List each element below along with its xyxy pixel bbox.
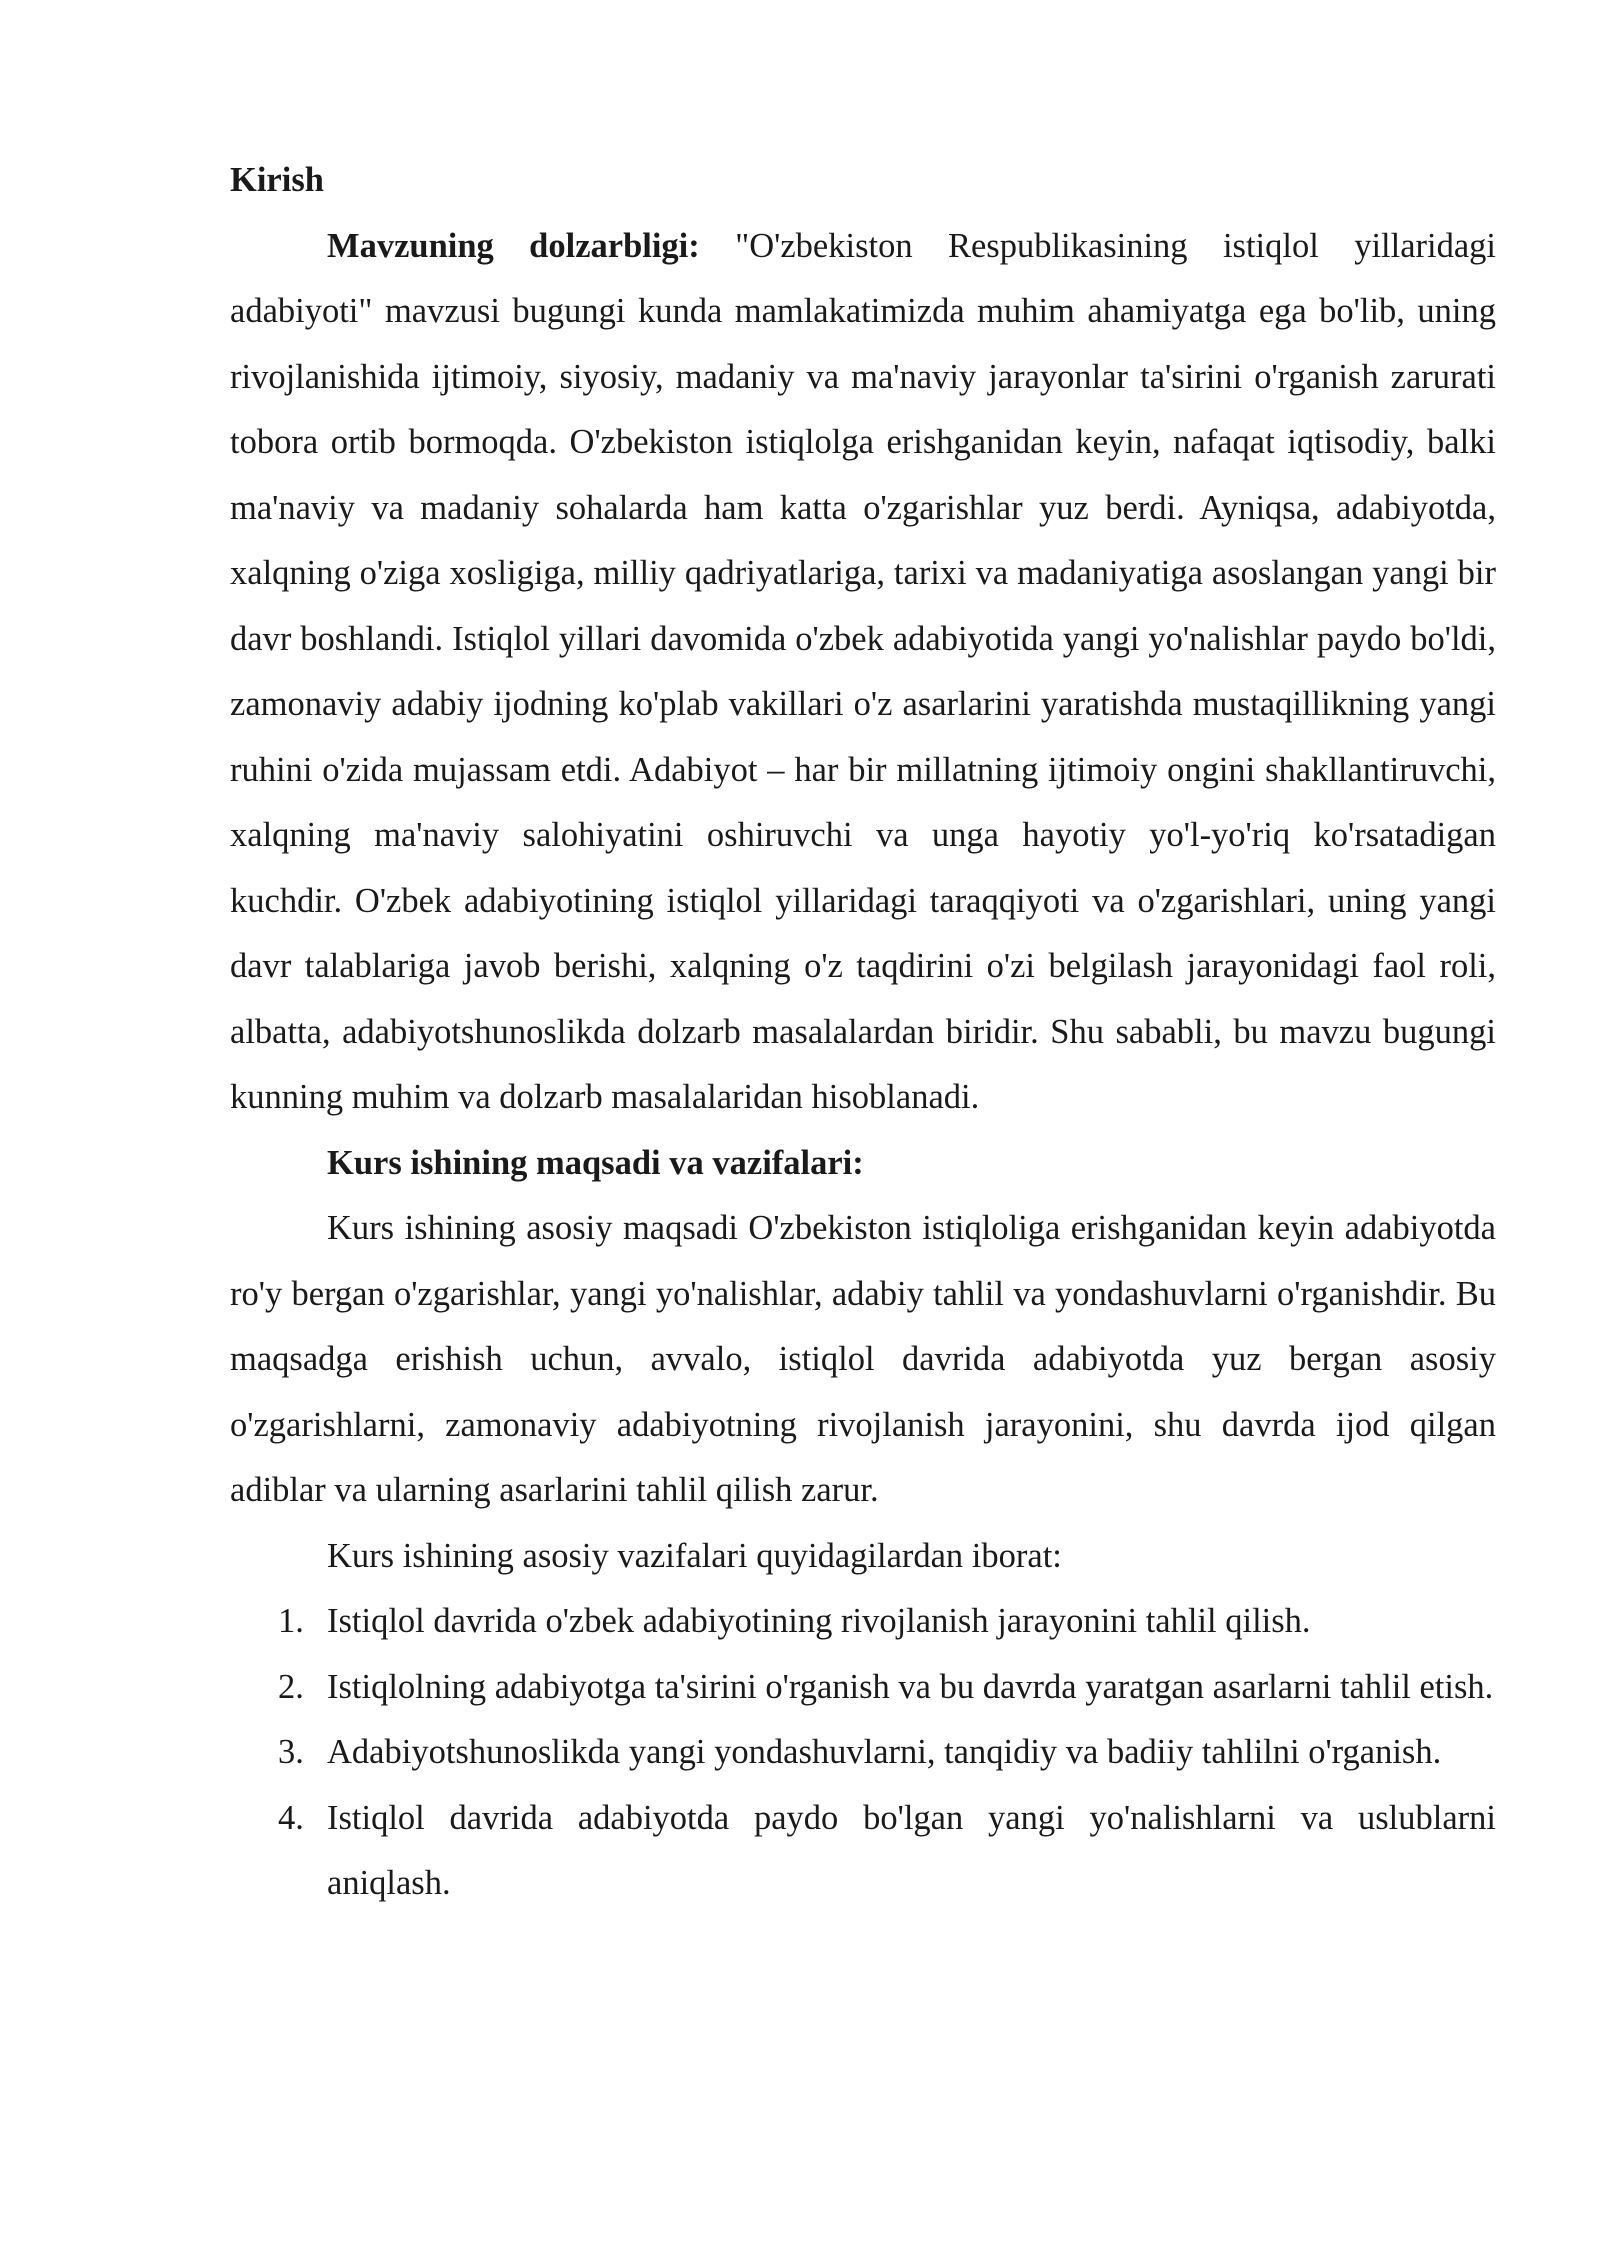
relevance-label: Mavzuning dolzarbligi:	[327, 226, 700, 265]
list-item-number: 3.	[278, 1733, 304, 1771]
document-page	[230, 148, 1496, 1917]
list-item	[230, 1720, 1496, 1786]
list-item-number: 2.	[278, 1667, 304, 1706]
list-item	[230, 1589, 1496, 1655]
list-item-number: 4.	[278, 1798, 304, 1837]
list-item-text: Adabiyotshunoslikda yangi yondashuvlarni, tanqidiy va badiiy tahlilni o'rganish.	[327, 1733, 1442, 1771]
list-item-number: 1.	[278, 1602, 304, 1640]
list-item	[230, 1655, 1496, 1721]
relevance-text: "O'zbekiston Respublikasining istiqlol yillaridagi adabiyoti" mavzusi bugungi kunda mamlakatimizda muhim ahamiyatga ega bo'lib, uning rivojlanishida ijtimoiy, siyosiy, madaniy va ma'naviy jarayonlar ta'sirini o'rganish zarurati tobora ortib bormoqda. O'zbekiston istiqlolga erishganidan keyin, nafaqat iqtisodiy, balki ma'naviy va madaniy sohalarda ham katta o'zgarishlar yuz berdi. Ayniqsa, adabiyotda, xalqning o'ziga xosligiga, milliy qadriyatlariga, tarixi va madaniyatiga asoslangan yangi bir davr boshlandi. Istiqlol yillari davomida o'zbek adabiyotida yangi yo'nalishlar paydo bo'ldi, zamonaviy adabiy ijodning ko'plab vakillari o'z asarlarini yaratishda mustaqillikning yangi ruhini o'zida mujassam etdi. Adabiyot – har bir millatning ijtimoiy ongini shakllantiruvchi, xalqning ma'naviy salohiyatini oshiruvchi va unga hayotiy yo'l-yo'riq ko'rsatadigan kuchdir. O'zbek adabiyotining istiqlol yillaridagi taraqqiyoti va o'zgarishlari, uning yangi davr talablariga javob berishi, xalqning o'z taqdirini o'zi belgilash jarayonidagi faol roli, albatta, adabiyotshunoslikda dolzarb masalalardan biridir. Shu sababli, bu mavzu bugungi kunning muhim va dolzarb masalalaridan hisoblanadi.	[230, 226, 1496, 1116]
list-item-text: Istiqlolning adabiyotga ta'sirini o'rganish va bu davrda yaratgan asarlarni tahlil etish.	[327, 1667, 1494, 1706]
list-item-text: Istiqlol davrida o'zbek adabiyotining rivojlanish jarayonini tahlil qilish.	[327, 1602, 1311, 1640]
list-item	[230, 1786, 1496, 1917]
section-title: Kirish	[230, 161, 324, 199]
relevance-paragraph	[230, 214, 1496, 1131]
list-item-text: Istiqlol davrida adabiyotda paydo bo'lgan yangi yo'nalishlarni va uslublarni aniqlash.	[327, 1798, 1496, 1902]
tasks-list	[230, 1589, 1496, 1917]
goal-paragraph: Kurs ishining asosiy maqsadi O'zbekiston istiqloliga erishganidan keyin adabiyotda ro'y bergan o'zgarishlar, yangi yo'nalishlar, adabiy tahlil va yondashuvlarni o'rganishdir. Bu maqsadga erishish uchun, avvalo, istiqlol davrida adabiyotda yuz bergan asosiy o'zgarishlarni, zamonaviy adabiyotning rivojlanish jarayonini, shu davrda ijod qilgan adiblar va ularning asarlarini tahlil qilish zarur.	[230, 1209, 1496, 1509]
goals-heading: Kurs ishining maqsadi va vazifalari:	[327, 1143, 864, 1182]
tasks-intro: Kurs ishining asosiy vazifalari quyidagilardan iborat:	[327, 1536, 1062, 1575]
